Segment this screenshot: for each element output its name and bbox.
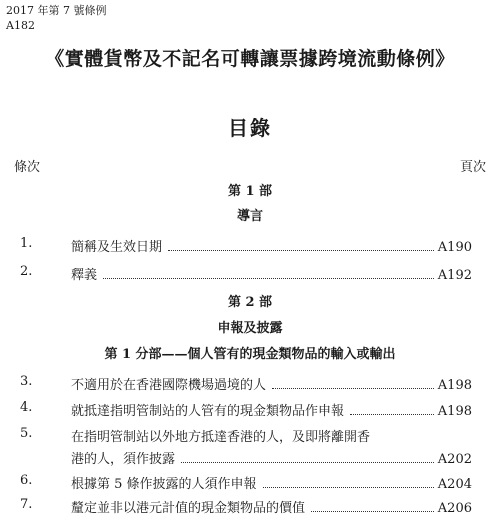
part1-title: 導言: [236, 209, 263, 224]
entry-number: 1.: [20, 236, 33, 251]
toc-heading: 目錄: [228, 116, 272, 140]
dot-leader: [103, 277, 434, 279]
entry-title: 釋義: [71, 268, 98, 283]
page-column-label: 頁次: [459, 160, 486, 175]
part2-label: 第 2 部: [227, 295, 273, 310]
part1-label: 第 1 部: [227, 184, 273, 199]
entry-title: 根據第 5 條作披露的人須作申報: [71, 477, 257, 492]
entry-number: 5.: [20, 426, 33, 441]
dot-leader: [263, 486, 434, 488]
entry-page: A198: [437, 404, 472, 419]
entry-number: 6.: [20, 473, 33, 488]
entry-page: A204: [437, 477, 472, 492]
entry-title: 釐定並非以港元計值的現金類物品的價值: [71, 501, 306, 516]
dot-leader: [311, 510, 434, 512]
entry-title: 在指明管制站以外地方抵達香港的人，及即將離開香: [71, 430, 371, 445]
entry-title: 不適用於在香港國際機場過境的人: [71, 378, 267, 393]
entry-page: A206: [437, 501, 472, 516]
section-column-label: 條次: [14, 160, 41, 175]
entry-page: A192: [437, 268, 472, 283]
entry-page: A202: [437, 452, 472, 467]
dot-leader: [181, 461, 434, 463]
entry-number: 3.: [20, 374, 33, 389]
entry-page: A190: [437, 240, 472, 255]
entry-number: 4.: [20, 400, 33, 415]
entry-title: 簡稱及生效日期: [71, 240, 163, 255]
entry-number: 7.: [20, 497, 33, 512]
dot-leader: [272, 387, 434, 389]
part2-title: 申報及披露: [217, 321, 283, 336]
entry-page: A198: [437, 378, 472, 393]
document-title: 《實體貨幣及不記名可轉讓票據跨境流動條例》: [45, 48, 455, 70]
entry-title-continued: 港的人，須作披露: [71, 452, 176, 467]
division1-title: 第 1 分部——個人管有的現金類物品的輸入或輸出: [104, 347, 396, 362]
entry-title: 就抵達指明管制站的人管有的現金類物品作申報: [71, 404, 345, 419]
page-number: A182: [6, 19, 35, 32]
dot-leader: [350, 413, 434, 415]
entry-number: 2.: [20, 264, 33, 279]
ordinance-number: 2017 年第 7 號條例: [6, 4, 107, 17]
dot-leader: [168, 249, 434, 251]
